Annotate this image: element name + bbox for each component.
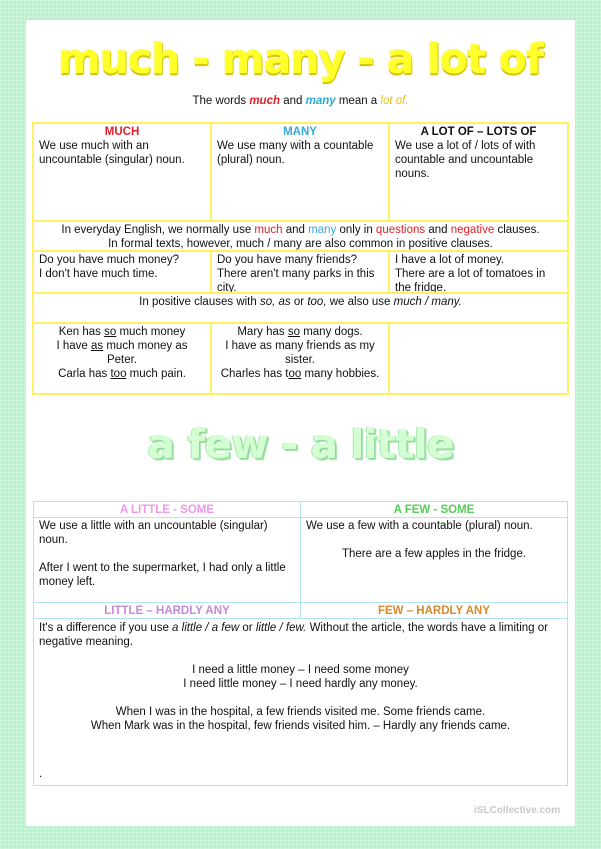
text: many hobbies. [301,368,380,380]
text: much money as Peter. [103,340,188,366]
text: / [279,622,283,634]
examples-many [210,250,390,294]
page-title: much - many - a lot of [58,35,543,83]
text: In everyday English, we normally use [61,224,252,236]
example-line: Do you have many friends? [217,254,357,266]
def-a-few: We use a few with a countable (plural) noun. [306,520,533,532]
word-much-many: much / many. [393,296,462,308]
header-a-lot-of: A LOT OF – LOTS OF [420,126,537,138]
underlined-word: too [110,368,127,380]
header-a-few: A FEW - SOME [300,501,568,518]
watermark: iSLCollective.com [474,805,561,816]
text: / [205,622,209,634]
text: or [293,296,305,308]
example-line [220,325,380,339]
example-line [220,367,380,381]
text: and [285,224,305,236]
def-a-lot-of: We use a lot of / lots of with countable and uncountable nouns. [395,140,536,180]
example-line: There aren't many parks in this city. [217,268,375,294]
header-many: MANY [283,126,317,138]
cell-many [210,122,390,222]
cell-a-lot-of [388,122,569,222]
text: I have as many friends as my sister. [225,340,375,366]
cell-much [32,122,212,222]
worksheet [26,20,575,826]
example-money-1: I need a little money – I need some money [192,664,409,676]
note1-line2: In formal texts, however, much / many are also common in positive clauses. [108,238,493,250]
word-many: many [308,224,337,236]
example-hospital-2: When Mark was in the hospital, few friends visited him. – Hardly any friends came. [90,720,511,732]
header-a-little: A LITTLE - SOME [33,501,301,518]
word-negative: negative [450,224,495,236]
note1-line1 [38,223,563,237]
def-many: We use many with a countable (plural) noun. [217,140,374,166]
word-as: as [278,296,291,308]
intro-text: The words [192,95,247,107]
note-so-as-too [32,292,569,324]
text: Mary has [237,326,288,338]
intro-text: and [283,95,303,107]
example-line: Do you have much money? [39,254,179,266]
text: Carla has [58,368,111,380]
intro-text: mean a [338,95,378,107]
cell-difference [33,618,568,786]
cell-a-little [33,517,301,603]
example-line [42,339,202,367]
text: only in [339,224,373,236]
example-hospital-1: When I was in the hospital, a few friends visited me. Some friends came. [115,706,486,718]
word-a-few: a few [211,622,240,634]
underlined-word: as [91,340,104,352]
text: clauses. [497,224,540,236]
text: many dogs. [300,326,363,338]
word-so: so, [259,296,276,308]
intro-much: much [249,95,280,107]
example-line [42,367,202,381]
word-a-little: a little [172,622,203,634]
cell-a-few [300,517,568,603]
intro-lot: lot of. [380,95,409,107]
text: or [242,622,253,634]
example-money-2: I need little money – I need hardly any money. [183,678,418,690]
example-line [220,339,380,367]
stray-dot: . [39,768,43,780]
text: In positive clauses with [139,296,257,308]
underlined-word: so [104,326,117,338]
text: much money [116,326,186,338]
header-few: FEW – HARDLY ANY [300,602,568,619]
examples-much [32,250,212,294]
header-little: LITTLE – HARDLY ANY [33,602,301,619]
note-questions-negative [32,220,569,252]
text: we also use [329,296,391,308]
word-few: few. [285,622,307,634]
example-line [42,325,202,339]
text: I have [56,340,91,352]
word-questions: questions [375,224,426,236]
text: Without the article, the words have a limiting or negative meaning. [39,622,548,648]
intro-line [26,95,575,107]
def-much: We use much with an uncountable (singular) noun. [39,140,185,166]
text: and [428,224,448,236]
underlined-word: so [287,326,300,338]
examples-so-as-too-many [210,322,390,395]
example-line: I have a lot of money. [395,254,505,266]
text: It's a difference if you use [39,622,169,634]
example-line: I don't have much time. [39,268,158,280]
difference-text [39,621,562,649]
empty-cell [388,322,569,395]
word-too: too, [307,296,327,308]
text: Ken has [58,326,105,338]
word-much: much [254,224,283,236]
example-line: There are a lot of tomatoes in the fridge. [395,268,546,294]
header-much: MUCH [104,126,140,138]
text: Charles has t [220,368,289,380]
text: much pain. [126,368,186,380]
examples-so-as-too-much [32,322,212,395]
section-title: a few - a little [147,420,454,468]
examples-a-lot-of [388,250,569,294]
word-little: little [255,622,277,634]
intro-many: many [305,95,336,107]
example-a-little: After I went to the supermarket, I had only a little money left. [39,562,286,588]
underlined-word: oo [288,368,302,380]
example-a-few: There are a few apples in the fridge. [341,548,527,560]
def-a-little: We use a little with an uncountable (singular) noun. [39,520,268,546]
